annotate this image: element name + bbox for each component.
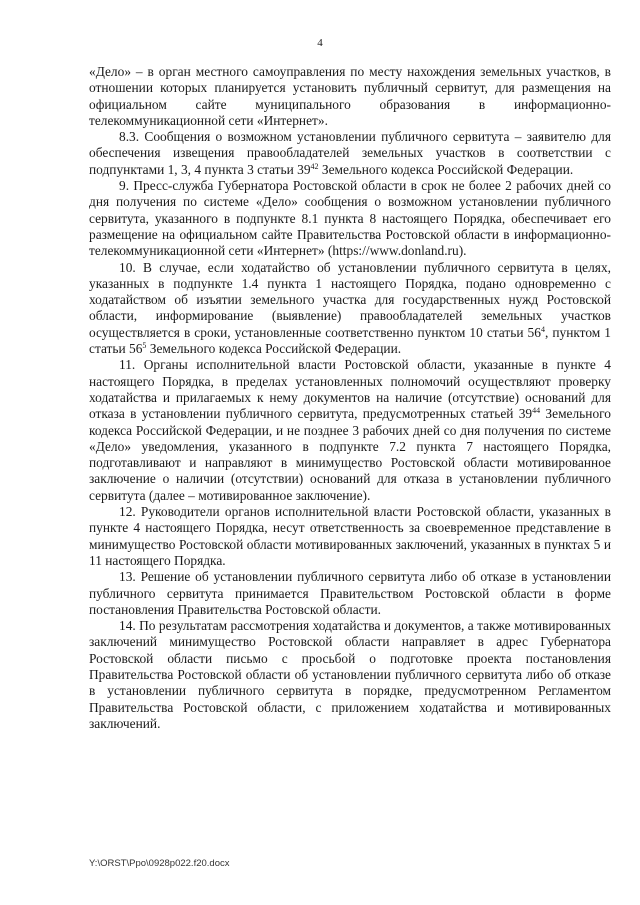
paragraph-continuation: «Дело» – в орган местного самоуправления по месту нахождения земельных участков, в отношении которых планируется установить публичный сервитут, для размещения на официальном сайте муниципального образования в информационно-телекоммуникационной сети «Интернет». xyxy=(89,64,611,128)
paragraph-13: 13. Решение об установлении публичного сервитута либо об отказе в установлении публичного сервитута принимается Правительством Ростовской области в форме постановления Правительства Ростовской области. xyxy=(89,569,611,617)
paragraph-12: 12. Руководители органов исполнительной власти Ростовской области, указанных в пункте 4 настоящего Порядка, несут ответственность за своевременное представление в минимущество Ростовской области мотивированных заключений, указанных в пунктах 5 и 11 настоящего Порядка. xyxy=(89,504,611,568)
document-body xyxy=(89,64,611,732)
superscript: 5 xyxy=(142,341,147,351)
paragraph-10: 10. В случае, если ходатайство об установлении публичного сервитута в целях, указанных в подпункте 1.4 пункта 1 настоящего Порядка, подано одновременно с ходатайством об изъятии земельного участка для государственных нужд Ростовской области, информирование (выявление) правообладателей земельных участков осуществляется в сроки, установленные соответственно пунктом 10 статьи $56^4$, пунктом 1 статьи $56^5$ Земельного кодекса Российской Федерации. xyxy=(89,259,611,357)
paragraph-14: 14. По результатам рассмотрения ходатайства и документов, а также мотивированных заключений минимущество Ростовской области направляет в адрес Губернатора Ростовской области письмо с просьбой о подготовке проекта постановления Правительства Ростовской области об установлении публичного сервитута либо об отказе в установлении публичного сервитута в порядке, предусмотренном Регламентом Правительства Ростовской области, с приложением ходатайства и мотивированных заключений. xyxy=(89,618,611,731)
paragraph-9: 9. Пресс-служба Губернатора Ростовской области в срок не более 2 рабочих дней со дня получения по системе «Дело» сообщения о возможном установлении публичного сервитута, указанного в подпункте 8.1 пункта 8 настоящего Порядка, обеспечивает его размещение на официальном сайте Правительства Ростовской области в информационно-телекоммуникационной сети «Интернет» (https://www.donland.ru). xyxy=(89,178,611,259)
file-path-footer: Y:\ORST\Ppo\0928p022.f20.docx xyxy=(89,858,230,869)
page-number: 4 xyxy=(317,37,323,49)
paragraph-8-3: 8.3. Сообщения о возможном установлении публичного сервитута – заявителю для обеспечения извещения правообладателей земельных участков в соответствии с подпунктами 1, 3, 4 пункта 3 статьи $39^{42}$ Земельного кодекса Российской Федерации. xyxy=(89,129,611,177)
superscript: 4 xyxy=(540,324,545,334)
paragraph-11: 11. Органы исполнительной власти Ростовской области, указанные в пункте 4 настоящего Порядка, в пределах установленных полномочий осуществляют проверку ходатайства и прилагаемых к нему документов на наличие (отсутствие) оснований для отказа в установлении публичного сервитута, предусмотренных статьей $39^{44}$ Земельного кодекса Российской Федерации, и не позднее 3 рабочих дней со дня получения по системе «Дело» уведомления, указанного в подпункте 7.2 пункта 7 настоящего Порядка, подготавливают и направляют в минимущество Ростовской области мотивированное заключение о наличии (отсутствии) оснований для отказа в установлении публичного сервитута (далее – мотивированное заключение). xyxy=(89,357,611,503)
superscript: 44 xyxy=(532,406,541,416)
superscript: 42 xyxy=(310,161,319,171)
